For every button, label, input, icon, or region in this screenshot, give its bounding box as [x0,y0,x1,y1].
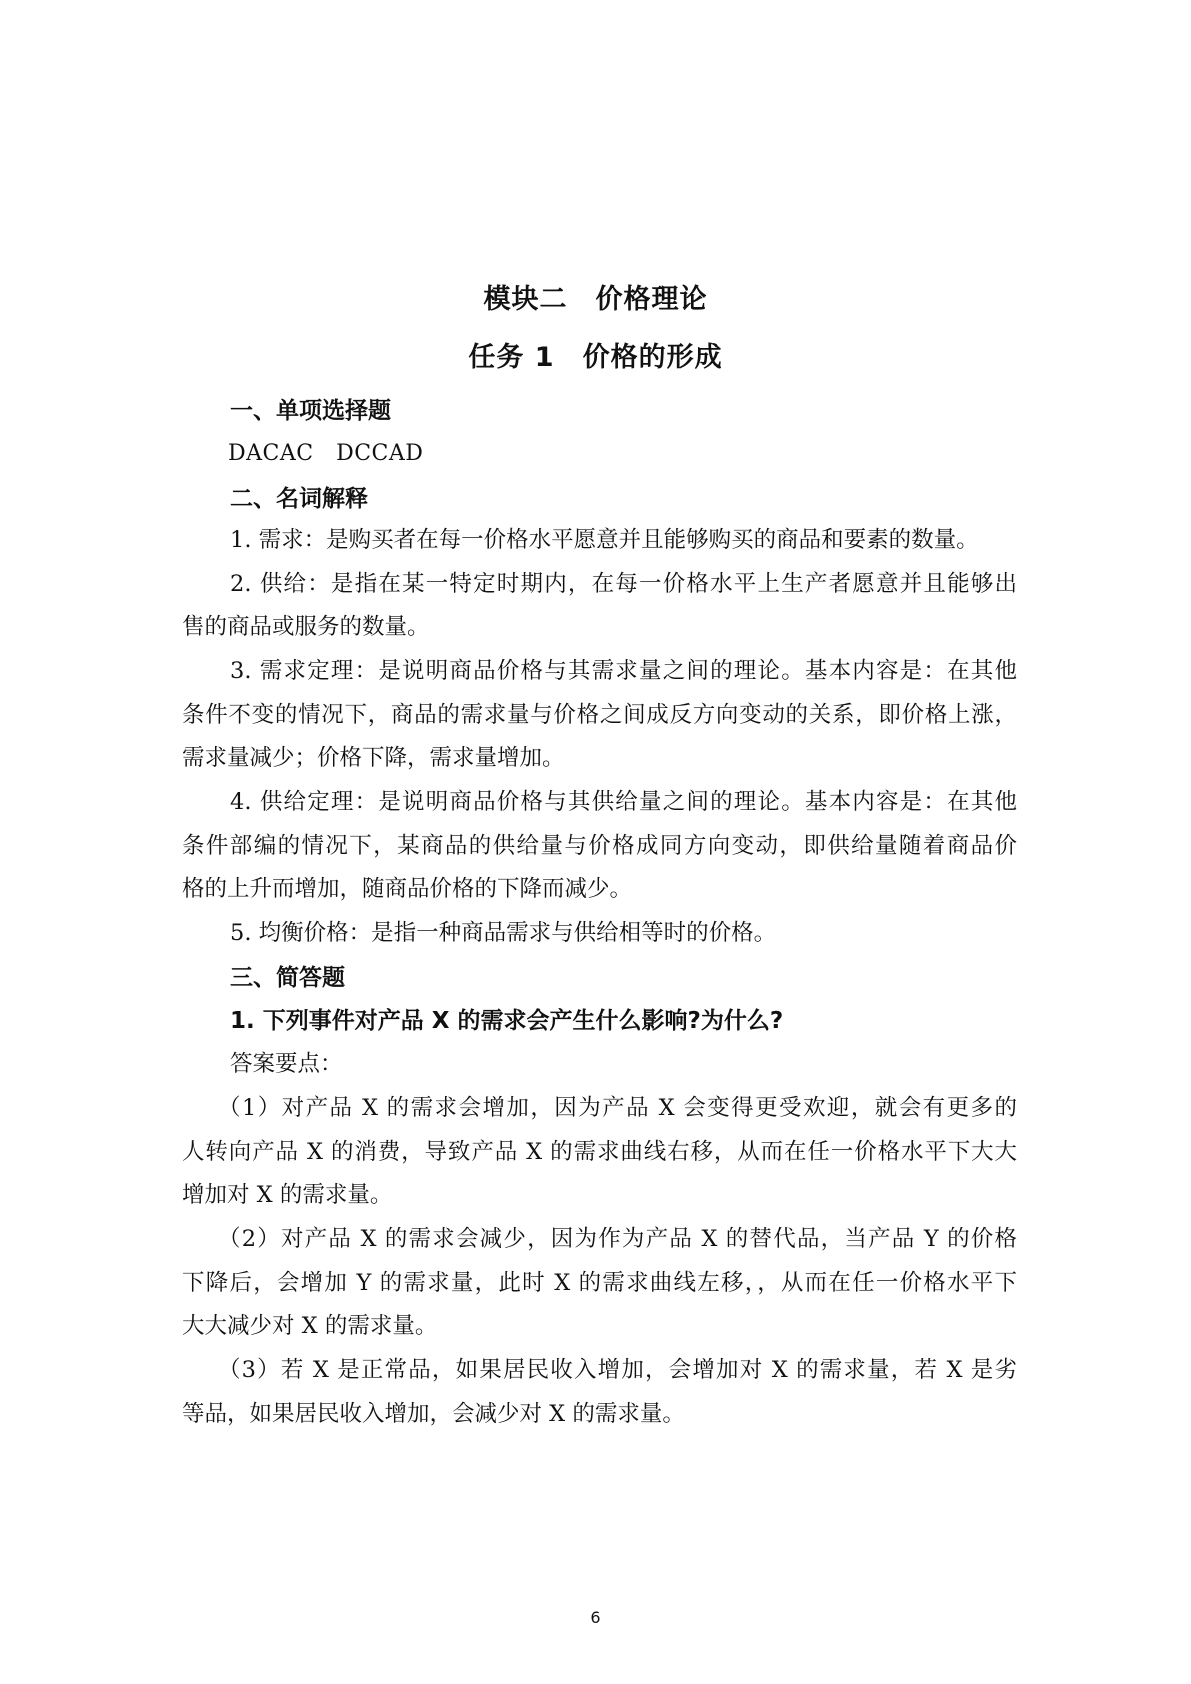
definition-law-of-supply-line: 格的上升而增加，随商品价格的下降而减少。 [182,876,633,902]
definition-supply-line: 2. 供给：是指在某一特定时期内，在每一价格水平上生产者愿意并且能够出 [230,571,1017,597]
answer-2-line: （2）对产品 X 的需求会减少，因为作为产品 X 的替代品，当产品 Y 的价格 [218,1226,1017,1252]
page-number: 6 [590,1608,601,1627]
definition-law-of-demand-line: 3. 需求定理：是说明商品价格与其需求量之间的理论。基本内容是：在其他 [230,658,1017,684]
answer-1-line: 增加对 X 的需求量。 [182,1182,393,1208]
section-heading-short-answer: 三、简答题 [230,965,345,991]
definition-equilibrium-price: 5. 均衡价格：是指一种商品需求与供给相等时的价格。 [230,920,777,946]
definition-demand: 1. 需求：是购买者在每一价格水平愿意并且能够购买的商品和要素的数量。 [230,527,979,553]
definition-law-of-demand-line: 需求量减少；价格下降，需求量增加。 [182,745,565,771]
answer-2-line: 大大减少对 X 的需求量。 [182,1313,438,1339]
module-title: 模块二 价格理论 [483,284,708,315]
definition-law-of-supply-line: 条件部编的情况下，某商品的供给量与价格成同方向变动，即供给量随着商品价 [182,833,1017,859]
answer-2-line: 下降后，会增加 Y 的需求量，此时 X 的需求曲线左移，，从而在任一价格水平下 [182,1270,1017,1296]
answer-key-points-label: 答案要点： [230,1051,343,1077]
answer-3-line: 等品，如果居民收入增加，会减少对 X 的需求量。 [182,1401,685,1427]
section-heading-definitions: 二、名词解释 [230,486,368,512]
answer-1-line: 人转向产品 X 的消费，导致产品 X 的需求曲线右移，从而在任一价格水平下大大 [182,1139,1017,1165]
answer-1-line: （1）对产品 X 的需求会增加，因为产品 X 会变得更受欢迎，就会有更多的 [218,1095,1017,1121]
task-title: 任务 1 价格的形成 [468,342,723,373]
question-1: 1. 下列事件对产品 X 的需求会产生什么影响?为什么? [230,1008,784,1034]
definition-supply-line: 售的商品或服务的数量。 [182,614,430,640]
definition-law-of-supply-line: 4. 供给定理：是说明商品价格与其供给量之间的理论。基本内容是：在其他 [230,789,1017,815]
definition-law-of-demand-line: 条件不变的情况下，商品的需求量与价格之间成反方向变动的关系，即价格上涨， [182,702,1017,728]
answer-3-line: （3）若 X 是正常品，如果居民收入增加，会增加对 X 的需求量，若 X 是劣 [218,1357,1017,1383]
single-choice-answers: DACAC DCCAD [228,441,424,466]
section-heading-single-choice: 一、单项选择题 [230,398,391,424]
